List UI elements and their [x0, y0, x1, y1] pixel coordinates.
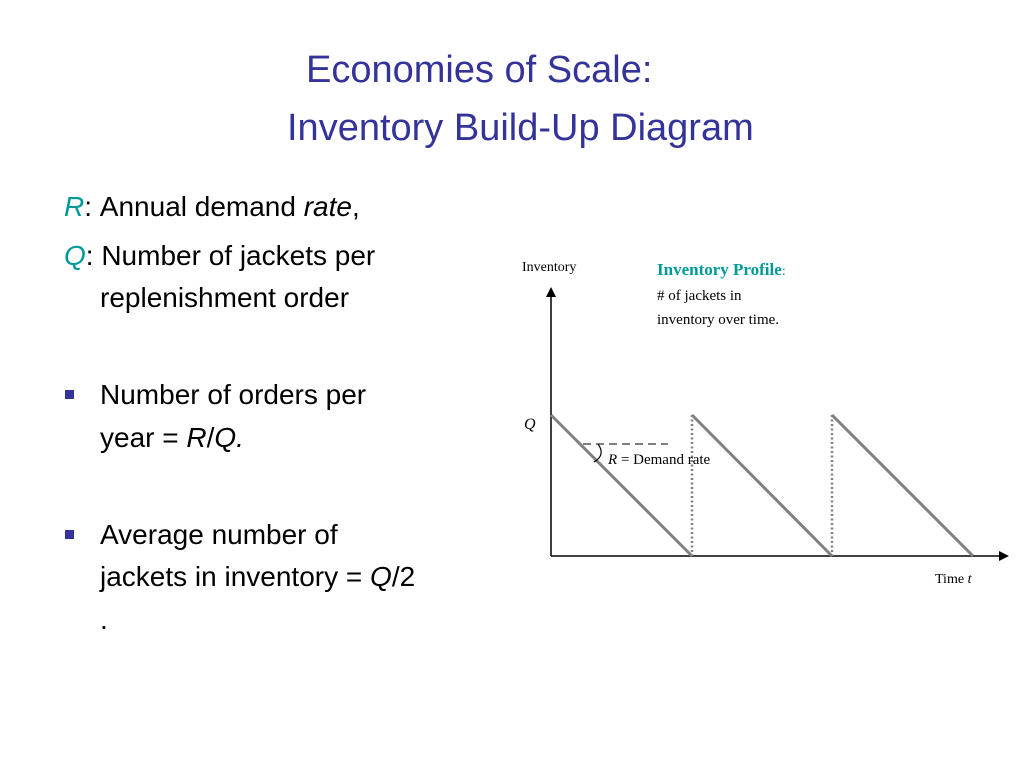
profile-title-line [657, 260, 786, 280]
x-axis-text: Time [935, 572, 968, 587]
profile-title: Inventory Profile [657, 260, 782, 279]
sawtooth-segment-2 [692, 415, 832, 556]
r-rate: rate [303, 191, 352, 222]
x-axis-label [935, 572, 971, 588]
y-axis-label: Inventory [522, 260, 577, 275]
profile-desc-line2: inventory over time. [657, 312, 780, 328]
bullet-2-rest: /2 [391, 561, 416, 592]
sawtooth-segment-3 [832, 415, 973, 556]
title-line-2: Inventory Build-Up Diagram [287, 107, 754, 149]
bullet-2-prefix: jackets in inventory = [100, 561, 371, 592]
bullet-1-prefix: year = [100, 422, 187, 453]
bullet-2-q: Q [370, 561, 392, 592]
demand-rate-text: = Demand rate [617, 452, 711, 468]
q-text-line2: replenishment order [100, 282, 350, 313]
q-axis-label: Q [524, 416, 536, 433]
x-axis-var: t [967, 572, 972, 587]
bullet-1-line1: Number of orders per [100, 379, 367, 410]
q-text-line1: : Number of jackets per [85, 240, 376, 271]
demand-rate-symbol: R [608, 452, 618, 468]
r-comma: , [351, 191, 360, 222]
r-text: Annual demand [99, 191, 304, 222]
q-symbol: Q [64, 240, 86, 271]
demand-rate-label [608, 452, 710, 469]
sawtooth-segment-1 [551, 415, 692, 556]
bullet-1-q: Q. [214, 422, 244, 453]
profile-colon: : [781, 264, 786, 279]
bullet-1-slash: / [206, 422, 215, 453]
r-symbol: R [64, 191, 85, 222]
r-separator: : [84, 191, 93, 222]
bullet-2-line3: . [100, 604, 108, 635]
profile-desc-line1: # of jackets in [657, 288, 742, 304]
bullet-2-line1: Average number of [100, 519, 338, 550]
bullet-1-r: R [186, 422, 207, 453]
title-line-1: Economies of Scale: [306, 49, 653, 91]
